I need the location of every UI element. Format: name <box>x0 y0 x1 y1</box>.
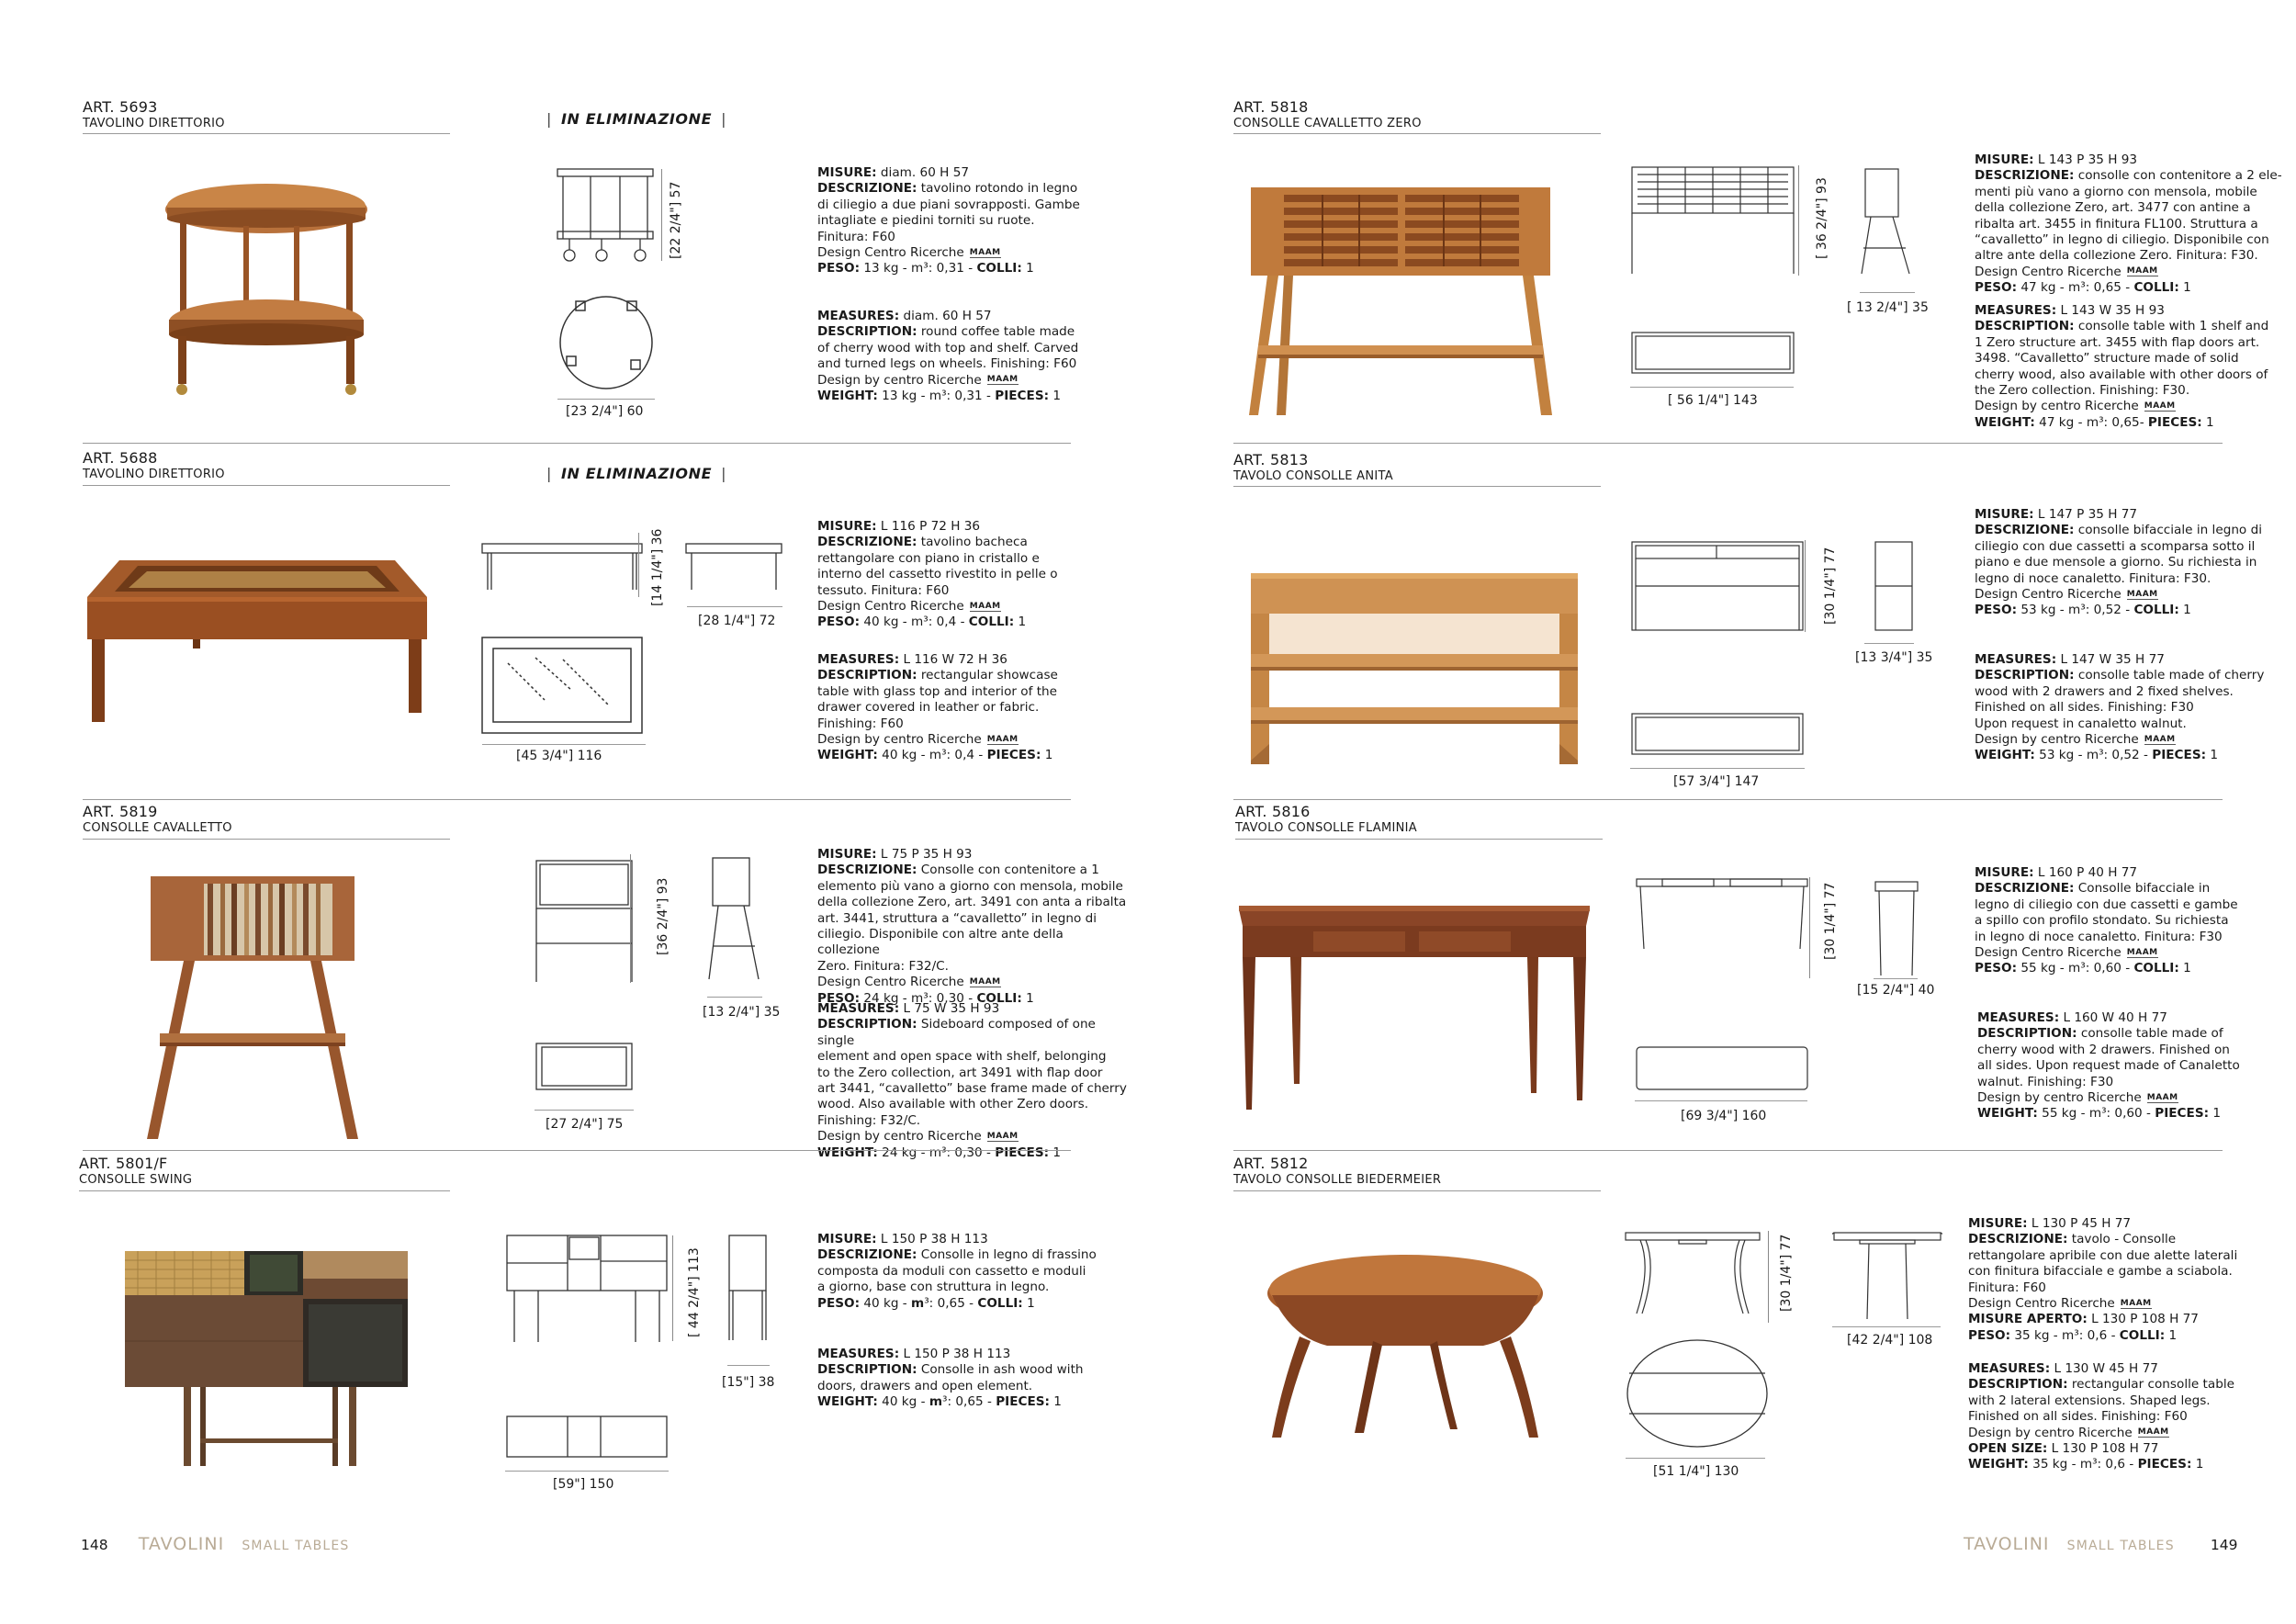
plan-drawing <box>1635 1045 1809 1093</box>
page-number: 149 <box>2210 1537 2238 1553</box>
description-it: MISURE: L 116 P 72 H 36 DESCRIZIONE: tavolino bacheca rettangolare con piano in cristallo e interno del cassetto rivestito in pelle o tessuto. Finitura: F60 Design Centro Ricerche MAAM PESO: 40 kg - m³: 0,4 - COLLI: 1 <box>817 519 1058 630</box>
description-en: MEASURES: L 160 W 40 H 77 DESCRIPTION: consolle table made of cherry wood with 2 drawers. Finished on all sides. Upon request made of Canaletto walnut. Finishing: F30 Design by centro Ricerche MAAM WEIGHT: 55 kg - m³: 0,60 - PIECES: 1 <box>1977 1010 2240 1122</box>
section-divider <box>83 1150 1071 1151</box>
elevation-drawing <box>1630 165 1795 276</box>
width-dimension: [51 1/4"] 130 <box>1653 1464 1739 1479</box>
elevation-drawing <box>480 542 646 597</box>
section-divider <box>1233 799 2223 800</box>
biedermeier-table-photo <box>1263 1249 1548 1442</box>
section-subtitle: SMALL TABLES <box>2066 1539 2175 1553</box>
maam-logo: MAAM <box>2144 734 2176 744</box>
height-dimension: [22 2/4"] 57 <box>669 181 683 259</box>
side-drawing <box>1874 540 1914 632</box>
description-en: MEASURES: L 75 W 35 H 93 DESCRIPTION: Sideboard composed of one single element and open space with shelf, belonging to the Zero collection, art 3491 with flap door art 3441, “cavalletto” base frame made of cherry wood. Also available with other Zero doors. Finishing: F32/C. Design by centro Ricerche MAAM WEIGHT: 24 kg - m³: 0,30 - PIECES: 1 <box>817 1001 1127 1160</box>
header-rule <box>1233 133 1601 134</box>
depth-dimension: [15 2/4"] 40 <box>1857 983 1935 998</box>
status-tag: | IN ELIMINAZIONE | <box>546 110 727 128</box>
article-code: ART. 5688 <box>83 449 158 467</box>
article-name: TAVOLINO DIRETTORIO <box>83 116 225 130</box>
round-table-photo <box>156 175 377 409</box>
flaminia-console-photo <box>1235 900 1593 1111</box>
maam-logo: MAAM <box>969 247 1001 257</box>
plan-drawing <box>1630 712 1805 758</box>
maam-logo: MAAM <box>986 1131 1019 1141</box>
maam-logo: MAAM <box>986 375 1019 385</box>
height-dimension: [36 2/4"] 93 <box>656 877 670 955</box>
article-header <box>79 1156 192 1188</box>
showcase-table-photo <box>83 551 432 730</box>
cavalletto-console-photo <box>147 873 358 1144</box>
maam-logo: MAAM <box>2144 400 2176 411</box>
width-dimension: [57 3/4"] 147 <box>1673 774 1760 789</box>
depth-dimension: [15"] 38 <box>722 1375 775 1390</box>
side-drawing <box>684 542 785 597</box>
description-en: MEASURES: diam. 60 H 57 DESCRIPTION: round coffee table made of cherry wood with top and shelf. Carved and turned legs on wheels. Finishing: F60 Design by centro Ricerche MAAM WEIGHT: 13 kg - m³: 0,31 - PIECES: 1 <box>817 309 1079 404</box>
article-header <box>83 450 225 482</box>
height-dimension: [14 1/4"] 36 <box>650 528 665 606</box>
height-dimension: [30 1/4"] 77 <box>1823 547 1838 625</box>
side-drawing <box>1832 1231 1942 1323</box>
plan-drawing <box>556 292 657 393</box>
side-drawing <box>1860 165 1915 276</box>
width-dimension: [27 2/4"] 75 <box>546 1117 624 1132</box>
description-en: MEASURES: L 147 W 35 H 77 DESCRIPTION: consolle table made of cherry wood with 2 drawers and 2 fixed shelves. Finished on all sides. Finishing: F30 Upon request in canaletto walnut. Design by centro Ricerche MAAM WEIGHT: 53 kg - m³: 0,52 - PIECES: 1 <box>1975 652 2265 763</box>
description-it: MISURE: L 75 P 35 H 93 DESCRIZIONE: Consolle con contenitore a 1 elemento più vano a giorno con mensola, mobile della collezione Zero, art. 3491 con anta a ribalta art. 3441, struttura a “cavalletto” in legno di ciliegio. Disponibile con altre ante della collezione Zero. Finitura: F32/C. Design Centro Ricerche MAAM PESO: 24 kg - m³: 0,30 - COLLI: 1 <box>817 847 1127 1006</box>
description-en: MEASURES: L 130 W 45 H 77 DESCRIPTION: rectangular consolle table with 2 lateral extensions. Shaped legs. Finished on all sides. Finishing: F60 Design by centro Ricerche MAAM OPEN SIZE: L 130 P 108 H 77 WEIGHT: 35 kg - m³: 0,6 - PIECES: 1 <box>1968 1361 2234 1472</box>
side-drawing <box>727 1234 771 1344</box>
article-header <box>1235 804 1417 836</box>
elevation-drawing <box>1624 1231 1761 1318</box>
plan-drawing <box>1630 331 1795 377</box>
article-name: TAVOLINO DIRETTORIO <box>83 467 225 481</box>
height-dimension: [30 1/4"] 77 <box>1779 1234 1794 1312</box>
maam-logo: MAAM <box>2137 1427 2169 1438</box>
header-rule <box>83 485 450 486</box>
side-drawing <box>707 854 762 983</box>
elevation-drawing <box>1630 540 1805 632</box>
article-header <box>1233 99 1422 131</box>
section-subtitle: SMALL TABLES <box>242 1539 350 1553</box>
maam-logo: MAAM <box>969 601 1001 611</box>
page-number: 148 <box>81 1537 108 1553</box>
section-title: TAVOLINI <box>138 1534 225 1554</box>
depth-dimension: [28 1/4"] 72 <box>698 614 776 628</box>
article-code: ART. 5818 <box>1233 98 1309 116</box>
header-rule <box>83 839 450 840</box>
article-code: ART. 5801/F <box>79 1155 168 1172</box>
depth-dimension: [42 2/4"] 108 <box>1847 1333 1933 1348</box>
elevation-drawing <box>1635 877 1809 951</box>
header-rule <box>1233 486 1601 487</box>
description-it: MISURE: L 147 P 35 H 77 DESCRIZIONE: consolle bifacciale in legno di ciliegio con due cassetti a scomparsa sotto il piano e due mensole a giorno. Su richiesta in legno di noce canaletto. Finitura: F30. Design Centro Ricerche MAAM PESO: 53 kg - m³: 0,52 - COLLI: 1 <box>1975 507 2262 618</box>
width-dimension: [ 56 1/4"] 143 <box>1668 393 1758 408</box>
description-it: MISURE: L 150 P 38 H 113 DESCRIZIONE: Consolle in legno di frassino composta da moduli con cassetto e moduli a giorno, base con struttura in legno. PESO: 40 kg - m³: 0,65 - COLLI: 1 <box>817 1232 1097 1311</box>
article-name: CONSOLLE SWING <box>79 1172 193 1187</box>
width-dimension: [23 2/4"] 60 <box>566 404 644 419</box>
article-name: TAVOLO CONSOLLE BIEDERMEIER <box>1233 1172 1442 1187</box>
depth-dimension: [ 13 2/4"] 35 <box>1847 300 1929 315</box>
description-it: MISURE: L 143 P 35 H 93 DESCRIZIONE: consolle con contenitore a 2 ele- menti più vano a giorno con mensola, mobile della collezione Zero, art. 3477 con antine a ribalta art. 3455 in finitura FL100. Struttura a “cavalletto” in legno di ciliegio. Disponibile con altre ante della collezione Zero. Finitura: F30. Design Centro Ricerche MAAM PESO: 47 kg - m³: 0,65 - COLLI: 1 <box>1975 152 2282 296</box>
article-code: ART. 5812 <box>1233 1155 1309 1172</box>
cavalletto-zero-photo <box>1249 184 1552 418</box>
article-code: ART. 5693 <box>83 98 158 116</box>
header-rule <box>79 1190 450 1191</box>
depth-dimension: [13 3/4"] 35 <box>1855 650 1933 665</box>
width-dimension: [45 3/4"] 116 <box>516 749 602 763</box>
height-dimension: [ 44 2/4"] 113 <box>687 1247 702 1337</box>
maam-logo: MAAM <box>969 976 1001 987</box>
section-divider <box>83 443 1071 444</box>
swing-console-photo <box>119 1249 413 1470</box>
depth-dimension: [13 2/4"] 35 <box>703 1005 781 1020</box>
elevation-drawing <box>556 165 657 271</box>
article-code: ART. 5819 <box>83 803 158 820</box>
article-name: CONSOLLE CAVALLETTO <box>83 820 232 835</box>
height-dimension: [ 36 2/4"] 93 <box>1815 177 1829 259</box>
plan-drawing <box>535 1040 636 1095</box>
article-header <box>83 99 225 131</box>
maam-logo: MAAM <box>2126 947 2158 957</box>
width-dimension: [59"] 150 <box>553 1477 614 1492</box>
article-name: TAVOLO CONSOLLE ANITA <box>1233 468 1393 483</box>
anita-console-photo <box>1249 570 1580 767</box>
header-rule <box>83 133 450 134</box>
article-code: ART. 5813 <box>1233 451 1309 468</box>
plan-drawing <box>1624 1336 1771 1451</box>
section-divider <box>1233 443 2223 444</box>
description-it: MISURE: L 160 P 40 H 77 DESCRIZIONE: Consolle bifacciale in legno di ciliegio con due cassetti e gambe a spillo con profilo stondato. Su richiesta in legno di noce canaletto. Finitura: F30 Design Centro Ricerche MAAM PESO: 55 kg - m³: 0,60 - COLLI: 1 <box>1975 865 2238 976</box>
section-divider <box>83 799 1071 800</box>
article-name: CONSOLLE CAVALLETTO ZERO <box>1233 116 1422 130</box>
description-en: MEASURES: L 116 W 72 H 36 DESCRIPTION: rectangular showcase table with glass top and interior of the drawer covered in leather or fabric. Finishing: F60 Design by centro Ricerche MAAM WEIGHT: 40 kg - m³: 0,4 - PIECES: 1 <box>817 652 1058 763</box>
section-title: TAVOLINI <box>1964 1534 2050 1554</box>
maam-logo: MAAM <box>986 734 1019 744</box>
description-it: MISURE: diam. 60 H 57 DESCRIZIONE: tavolino rotondo in legno di ciliegio a due piani sovrapposti. Gambe intagliate e piedini torniti su ruote. Finitura: F60 Design Centro Ricerche MAAM PESO: 13 kg - m³: 0,31 - COLLI: 1 <box>817 165 1080 276</box>
elevation-drawing <box>535 859 636 987</box>
maam-logo: MAAM <box>2146 1092 2178 1102</box>
section-divider <box>1233 1150 2223 1151</box>
height-dimension: [30 1/4"] 77 <box>1823 882 1838 960</box>
width-dimension: [69 3/4"] 160 <box>1681 1109 1767 1123</box>
header-rule <box>1233 1190 1601 1191</box>
maam-logo: MAAM <box>2126 589 2158 599</box>
plan-drawing <box>480 636 646 737</box>
page-footer <box>1964 1534 2238 1554</box>
article-code: ART. 5816 <box>1235 803 1311 820</box>
plan-drawing <box>505 1415 670 1460</box>
description-en: MEASURES: L 143 W 35 H 93 DESCRIPTION: consolle table with 1 shelf and 1 Zero structure art. 3455 with flap doors art. 3498. “Cavalletto” structure made of solid cherry wood, also available with other doors of the Zero collection. Finishing: F30. Design by centro Ricerche MAAM WEIGHT: 47 kg - m³: 0,65- PIECES: 1 <box>1975 303 2269 430</box>
elevation-drawing <box>505 1234 670 1344</box>
side-drawing <box>1874 880 1919 981</box>
maam-logo: MAAM <box>2126 266 2158 276</box>
header-rule <box>1235 839 1603 840</box>
description-en: MEASURES: L 150 P 38 H 113 DESCRIPTION: Consolle in ash wood with doors, drawers and open element. WEIGHT: 40 kg - m³: 0,65 - PIECES: 1 <box>817 1347 1084 1410</box>
article-header <box>1233 452 1393 484</box>
article-header <box>83 804 232 836</box>
article-header <box>1233 1156 1441 1188</box>
article-name: TAVOLO CONSOLLE FLAMINIA <box>1235 820 1417 835</box>
maam-logo: MAAM <box>2120 1298 2152 1308</box>
status-tag: | IN ELIMINAZIONE | <box>546 465 727 482</box>
page-footer <box>81 1534 350 1554</box>
description-it: MISURE: L 130 P 45 H 77 DESCRIZIONE: tavolo - Consolle rettangolare apribile con due alette laterali con finitura bifacciale e gambe a sciabola. Finitura: F60 Design Centro Ricerche MAAM MISURE APERTO: L 130 P 108 H 77 PESO: 35 kg - m³: 0,6 - COLLI: 1 <box>1968 1216 2238 1343</box>
